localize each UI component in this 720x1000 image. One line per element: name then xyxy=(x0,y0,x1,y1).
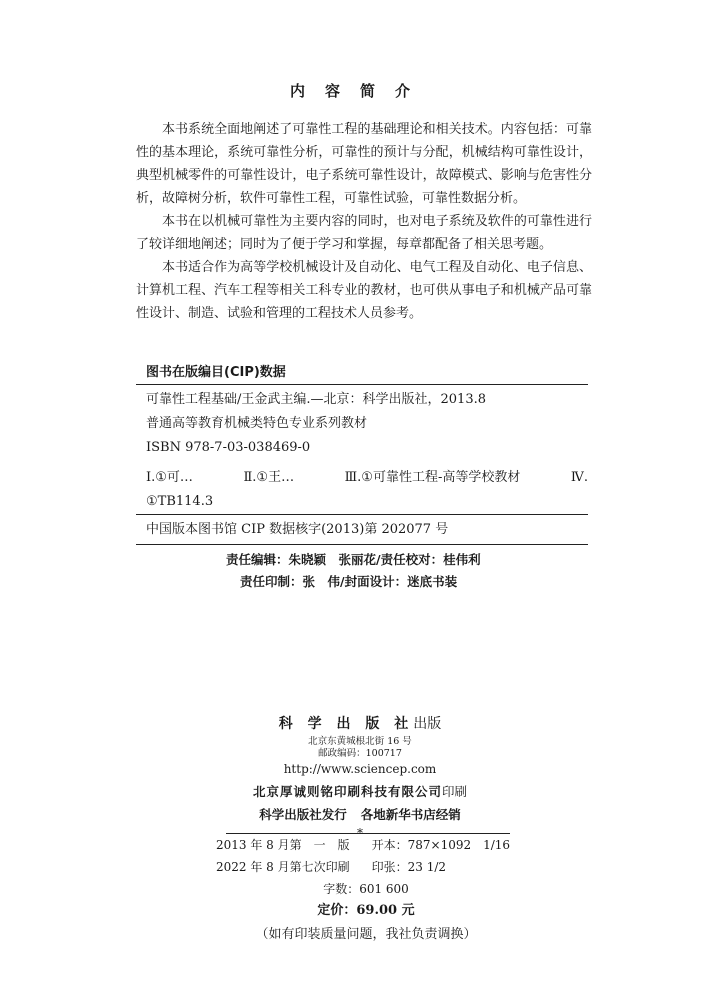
abstract-paragraph-2: 本书在以机械可靠性为主要内容的同时，也对电子系统及软件的可靠性进行了较详细地阐述；同时为了便于学习和掌握，每章都配备了相关思考题。 xyxy=(136,214,592,252)
cip-title-line: 可靠性工程基础/王金武主编.—北京：科学出版社，2013.8 xyxy=(146,392,486,407)
price: 定价：69.00 元 xyxy=(317,903,415,918)
abstract-section xyxy=(136,118,592,325)
edition-row-2 xyxy=(216,856,516,878)
publisher-name: 科 学 出 版 社 xyxy=(278,716,414,732)
page-title: 内容简介 xyxy=(289,82,430,100)
staff-credits xyxy=(136,549,588,593)
printer-line xyxy=(0,780,720,804)
cip-heading: 图书在版编目(CIP)数据 xyxy=(146,365,286,380)
publisher-postcode: 邮政编码：100717 xyxy=(318,748,402,759)
staff-row-production: 责任印制：张 伟/封面设计：迷底书装 xyxy=(240,574,458,589)
cip-body xyxy=(136,385,588,514)
publisher-suffix: 出版 xyxy=(413,716,442,732)
cip-class-3: Ⅲ.①可靠性工程-高等学校教材 xyxy=(344,470,521,485)
cip-series-line: 普通高等教育机械类特色专业系列教材 xyxy=(146,416,368,431)
abstract-paragraph-1: 本书系统全面地阐述了可靠性工程的基础理论和相关技术。内容包括：可靠性的基本理论，系统可靠性分析，可靠性的预计与分配，机械结构可靠性设计，典型机械零件的可靠性设计，电子系统可靠性设计，故障模式、影响与危害性分析，故障树分析，软件可靠性工程，可靠性试验，可靠性数据分析。 xyxy=(136,122,592,206)
cip-isbn: ISBN 978-7-03-038469-0 xyxy=(146,440,311,455)
distribution-line xyxy=(0,804,720,826)
abstract-paragraph-3: 本书适合作为高等学校机械设计及自动化、电气工程及自动化、电子信息、计算机工程、汽车工程等相关工科专业的教材，也可供从事电子和机械产品可靠性设计、制造、试验和管理的工程技术人员参考。 xyxy=(136,260,592,321)
staff-row-editors: 责任编辑：朱晓颖 张丽花/责任校对：桂伟利 xyxy=(226,552,481,567)
sellers: 各地新华书店经销 xyxy=(360,807,461,822)
cip-class-number: ①TB114.3 xyxy=(146,494,214,509)
distributor: 科学出版社发行 xyxy=(259,807,347,822)
printing-edition: 2022 年 8 月第七次印刷 xyxy=(216,860,350,874)
edition-row-1 xyxy=(216,834,516,856)
publisher-block xyxy=(0,712,720,840)
printer-suffix: 印刷 xyxy=(442,784,468,799)
cip-class-1: Ⅰ.①可… xyxy=(146,470,193,485)
cip-class-2: Ⅱ.①王… xyxy=(243,470,295,485)
publication-info xyxy=(216,833,516,946)
cip-bottom-rule xyxy=(136,544,588,545)
quality-note: （如有印装质量问题，我社负责调换） xyxy=(255,927,477,942)
cip-approval: 中国版本图书馆 CIP 数据核字(2013)第 202077 号 xyxy=(146,522,449,537)
first-edition: 2013 年 8 月第 一 版 xyxy=(216,838,350,852)
cip-class-4: Ⅳ. xyxy=(570,470,588,485)
separator-star: * xyxy=(357,826,363,840)
print-sheets: 印张：23 1/2 xyxy=(371,860,447,874)
publisher-url: http://www.sciencep.com xyxy=(283,762,437,776)
publisher-address: 北京东黄城根北街 16 号 xyxy=(308,736,412,747)
page-format: 开本：787×1092 1/16 xyxy=(371,838,511,852)
printer-name: 北京厚诚则铭印刷科技有限公司 xyxy=(252,784,442,799)
cip-classification-line xyxy=(146,466,588,490)
word-count: 字数：601 600 xyxy=(323,882,409,896)
publisher-name-line xyxy=(0,712,720,736)
cip-block xyxy=(136,362,588,545)
